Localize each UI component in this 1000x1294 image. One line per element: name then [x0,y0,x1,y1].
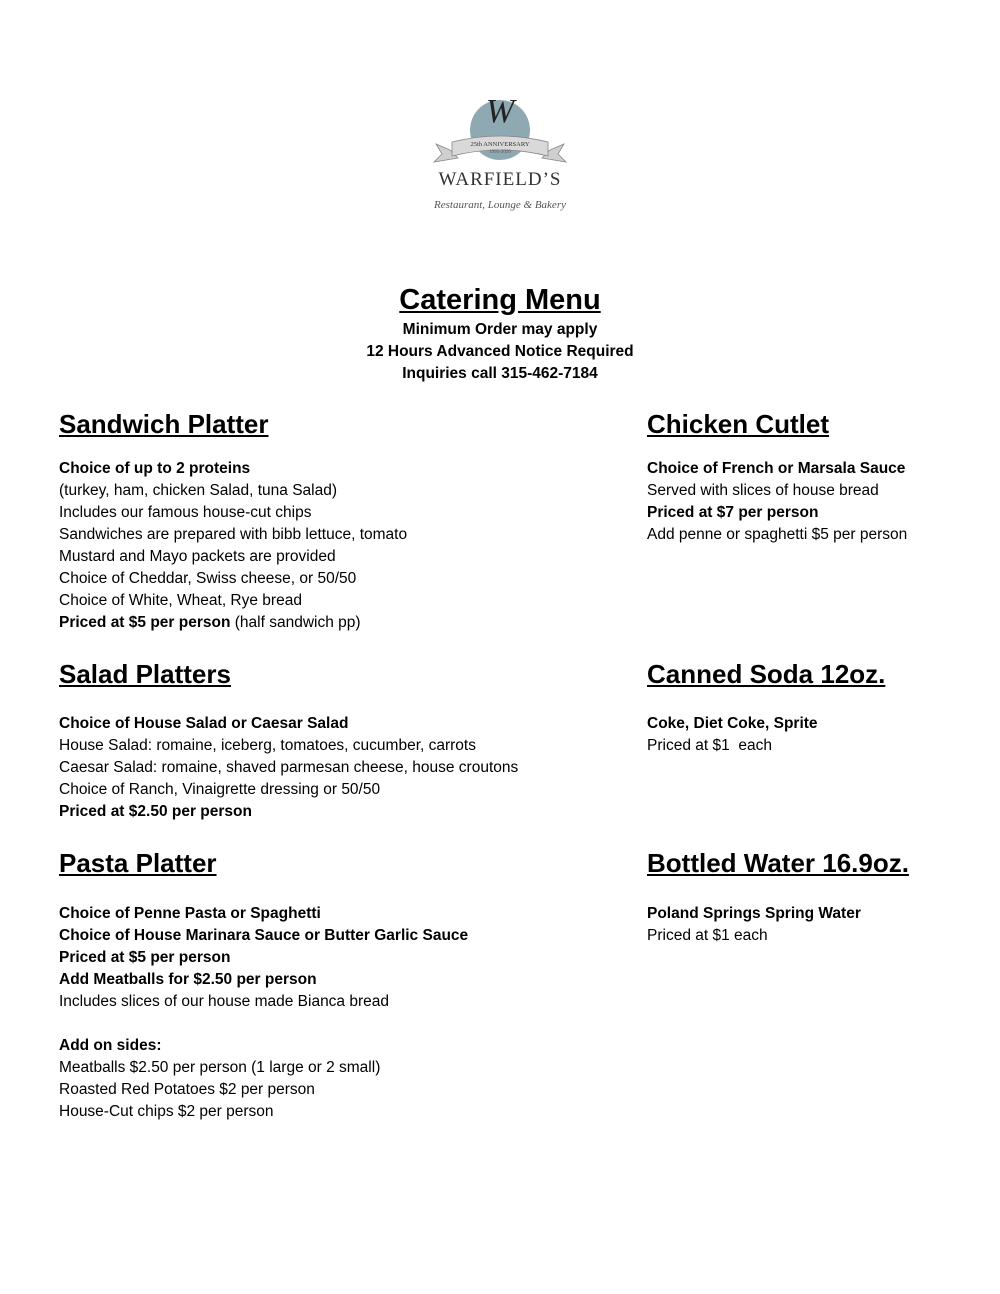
soda-price: Priced at $1 each [647,737,772,754]
sandwich-line: Choice of Cheddar, Swiss cheese, or 50/50 [59,570,357,587]
soda-line: Coke, Diet Coke, Sprite [647,715,818,732]
salad-line: Caesar Salad: romaine, shaved parmesan cheese, house croutons [59,759,519,776]
sandwich-price-note: (half sandwich pp) [230,614,361,631]
sandwich-line: (turkey, ham, chicken Salad, tuna Salad) [59,482,337,499]
salad-line: Choice of House Salad or Caesar Salad [59,715,349,732]
pasta-price: Priced at $5 per person [59,949,231,966]
side-item: House-Cut chips $2 per person [59,1103,274,1120]
sides-title: Add on sides: [59,1037,162,1054]
pasta-line: Choice of Penne Pasta or Spaghetti [59,905,321,922]
water-line: Poland Springs Spring Water [647,905,861,922]
pasta-line: Add Meatballs for $2.50 per person [59,971,317,988]
sandwich-line: Choice of White, Wheat, Rye bread [59,592,302,609]
brand-name: WARFIELD’S [438,169,562,190]
sandwich-title: Sandwich Platter [59,409,269,439]
ribbon-years: 1995-2020 [489,150,511,155]
sandwich-line: Choice of up to 2 proteins [59,460,251,477]
salad-price: Priced at $2.50 per person [59,803,252,820]
pasta-line: Includes slices of our house made Bianca bread [59,993,390,1010]
logo-letter: W [485,93,515,130]
chicken-line: Served with slices of house bread [647,482,879,499]
side-item: Meatballs $2.50 per person (1 large or 2 small) [59,1059,381,1076]
chicken-price: Priced at $7 per person [647,504,819,521]
pasta-title: Pasta Platter [59,848,217,878]
salad-line: Choice of Ranch, Vinaigrette dressing or 50/50 [59,781,381,798]
chicken-line: Choice of French or Marsala Sauce [647,460,906,477]
chicken-line: Add penne or spaghetti $5 per person [647,526,908,543]
header-line-inquiries: Inquiries call 315-462-7184 [402,365,598,382]
side-item: Roasted Red Potatoes $2 per person [59,1081,315,1098]
water-title: Bottled Water 16.9oz. [647,848,909,878]
page-title: Catering Menu [399,284,601,316]
pasta-line: Choice of House Marinara Sauce or Butter Garlic Sauce [59,927,469,944]
water-price: Priced at $1 each [647,927,768,944]
header-line-notice: 12 Hours Advanced Notice Required [366,343,634,360]
soda-title: Canned Soda 12oz. [647,659,886,689]
salad-line: House Salad: romaine, iceberg, tomatoes, cucumber, carrots [59,737,476,754]
sandwich-price-line [59,612,361,634]
salad-title: Salad Platters [59,659,231,689]
sandwich-line: Mustard and Mayo packets are provided [59,548,336,565]
sandwich-price: Priced at $5 per person [59,614,231,631]
brand-tagline: Restaurant, Lounge & Bakery [434,199,566,211]
header-line-minimum: Minimum Order may apply [402,321,598,338]
ribbon-text: 25th ANNIVERSARY [470,141,530,148]
chicken-title: Chicken Cutlet [647,409,830,439]
sandwich-line: Includes our famous house-cut chips [59,504,312,521]
sandwich-line: Sandwiches are prepared with bibb lettuce, tomato [59,526,408,543]
